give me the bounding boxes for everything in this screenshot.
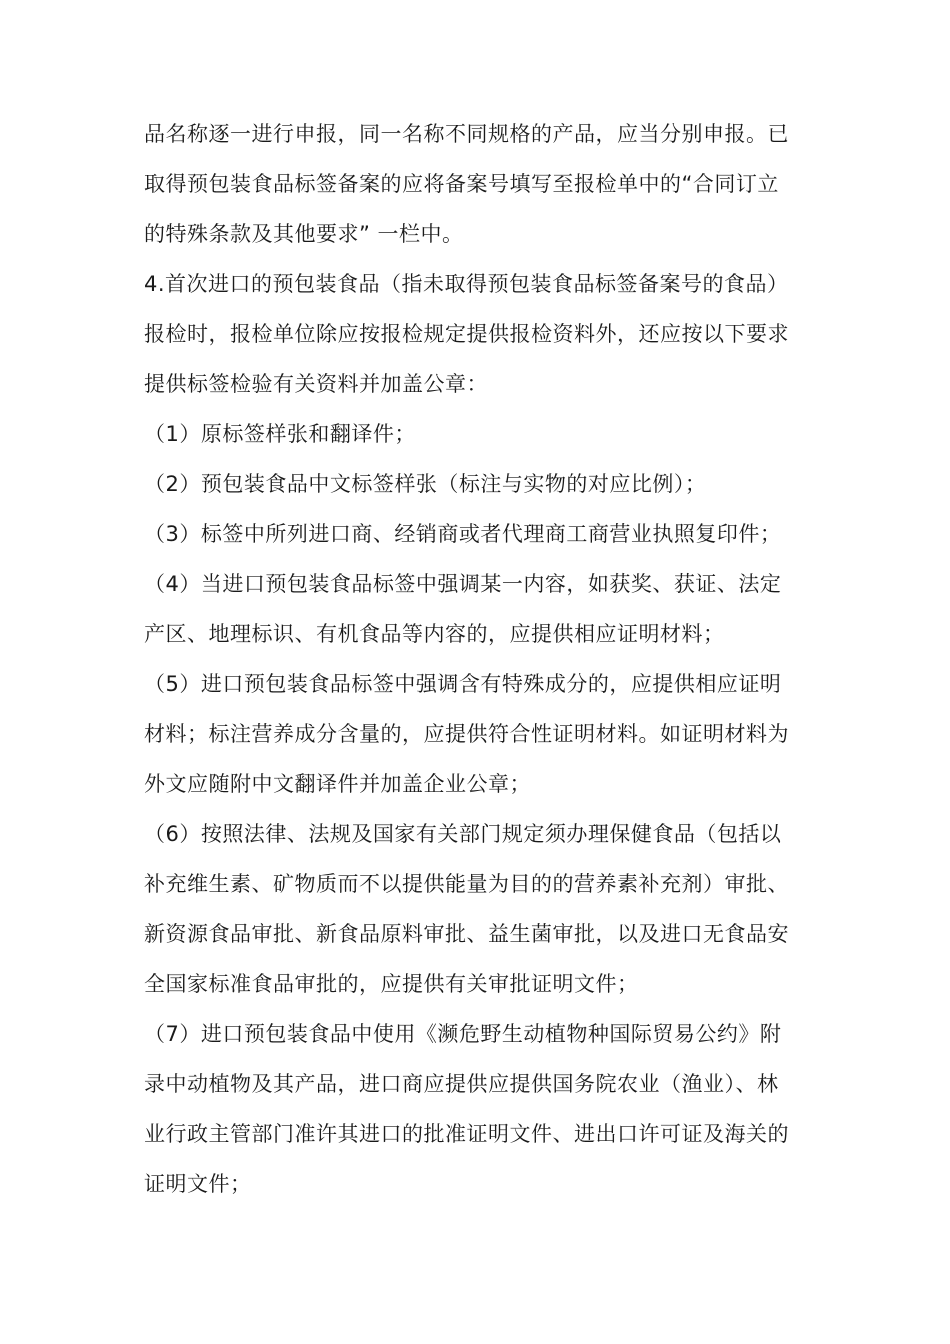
text-line: 取得预包装食品标签备案的应将备案号填写至报检单中的“合同订立 <box>144 172 779 196</box>
text-line: 录中动植物及其产品，进口商应提供应提供国务院农业（渔业）、林 <box>144 1072 779 1096</box>
text-line: 4.首次进口的预包装食品（指未取得预包装食品标签备案号的食品） <box>144 272 789 296</box>
text-line: 全国家标准食品审批的，应提供有关审批证明文件； <box>144 972 639 996</box>
list-item: （7）进口预包装食品中使用《濒危野生动植物种国际贸易公约》附 <box>144 1022 782 1046</box>
list-item: （5）进口预包装食品标签中强调含有特殊成分的，应提供相应证明 <box>144 672 782 696</box>
list-item: （6）按照法律、法规及国家有关部门规定须办理保健食品（包括以 <box>144 822 782 846</box>
text-line: 提供标签检验有关资料并加盖公章： <box>144 372 488 396</box>
text-line: 业行政主管部门准许其进口的批准证明文件、进出口许可证及海关的 <box>144 1122 789 1146</box>
text-line: 品名称逐一进行申报，同一名称不同规格的产品，应当分别申报。已 <box>144 122 789 146</box>
text-line: 外文应随附中文翻译件并加盖企业公章； <box>144 772 531 796</box>
text-line: 新资源食品审批、新食品原料审批、益生菌审批，以及进口无食品安 <box>144 922 789 946</box>
text-line: 产区、地理标识、有机食品等内容的，应提供相应证明材料； <box>144 622 725 646</box>
list-item: （4）当进口预包装食品标签中强调某一内容，如获奖、获证、法定 <box>144 572 782 596</box>
text-line: 补充维生素、矿物质而不以提供能量为目的的营养素补充剂）审批、 <box>144 872 789 896</box>
text-line: 的特殊条款及其他要求” 一栏中。 <box>144 222 464 246</box>
list-item: （2）预包装食品中文标签样张（标注与实物的对应比例）； <box>144 472 707 496</box>
text-line: 报检时，报检单位除应按报检规定提供报检资料外，还应按以下要求 <box>144 322 789 346</box>
list-item: （1）原标签样张和翻译件； <box>144 422 416 446</box>
list-item: （3）标签中所列进口商、经销商或者代理商工商营业执照复印件； <box>144 522 782 546</box>
text-line: 证明文件； <box>144 1172 252 1196</box>
text-line: 材料；标注营养成分含量的，应提供符合性证明材料。如证明材料为 <box>144 722 789 746</box>
